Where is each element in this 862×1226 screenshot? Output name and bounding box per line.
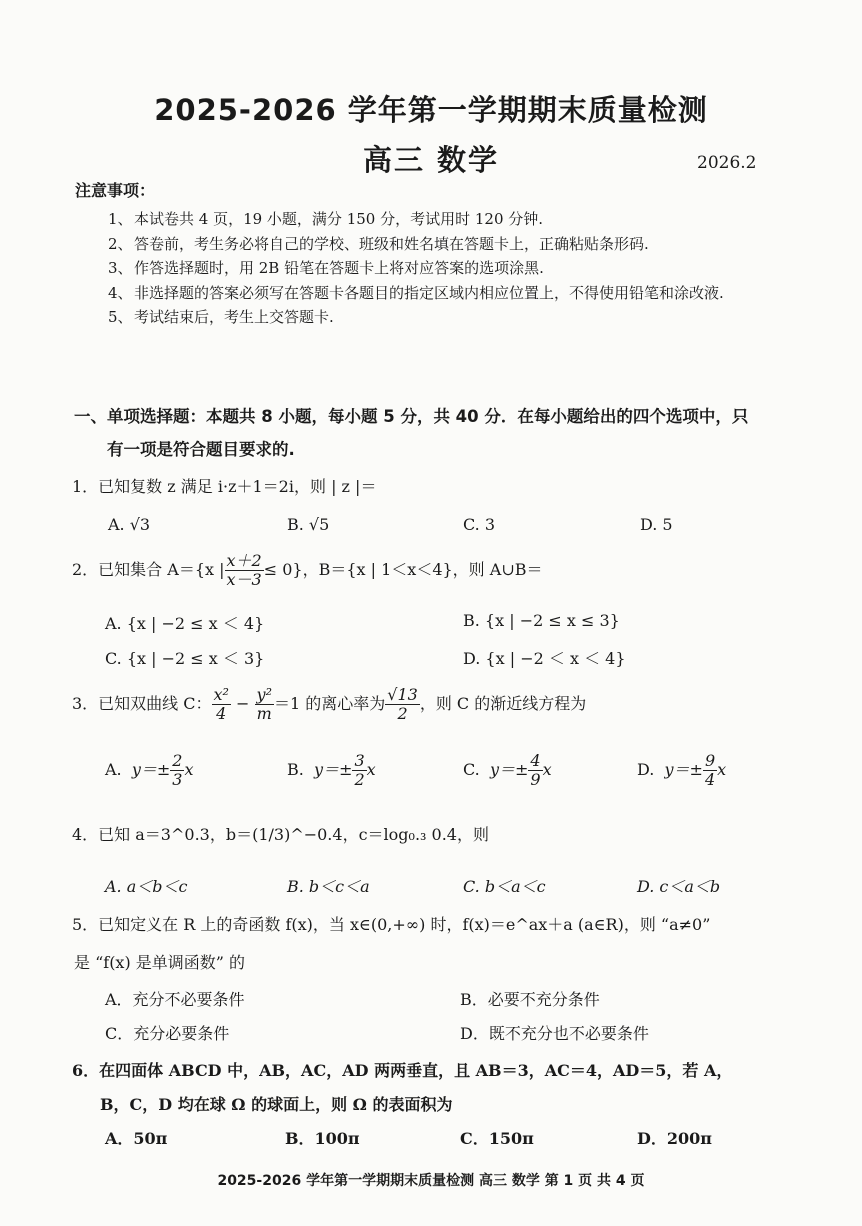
notice-item bbox=[108, 232, 788, 257]
q2-option-b: B. {x | −2 ≤ x ≤ 3} bbox=[463, 611, 620, 630]
q3-option-a bbox=[105, 752, 193, 789]
q3-suffix: ，则 C 的渐近线方程为 bbox=[419, 694, 587, 713]
q4-option-a: A. a＜b＜c bbox=[105, 877, 188, 896]
q3-opt-den: 9 bbox=[530, 770, 541, 789]
q5-option-b: B．必要不充分条件 bbox=[460, 990, 600, 1009]
question-6-line1: 6．在四面体 ABCD 中，AB，AC，AD 两两垂直，且 AB＝3，AC＝4，AD＝5，若 A， bbox=[72, 1061, 733, 1080]
q3-frac-y bbox=[255, 686, 274, 723]
q2-prefix: 2．已知集合 A＝{x | bbox=[72, 560, 225, 579]
question-5-line2: 是 “f(x) 是单调函数” 的 bbox=[74, 953, 246, 972]
q3-mid: ＝1 的离心率为 bbox=[273, 694, 386, 713]
q3-opt-post: x bbox=[184, 760, 194, 779]
q3-opt-num: 9 bbox=[704, 751, 716, 770]
section-heading-line2: 有一项是符合题目要求的. bbox=[107, 440, 295, 459]
q3-frac-e-den: 2 bbox=[397, 704, 408, 723]
q3-opt-frac bbox=[703, 752, 717, 789]
exam-subject: 高三 数学 bbox=[362, 143, 500, 177]
q3-opt-pre: y＝± bbox=[489, 760, 529, 779]
q3-opt-label: A. bbox=[105, 760, 122, 779]
q3-frac-x-den: 4 bbox=[216, 704, 227, 723]
question-1-stem: 1．已知复数 z 满足 i·z＋1＝2i，则 | z |＝ bbox=[72, 477, 377, 496]
q6-option-a: A．50π bbox=[105, 1129, 168, 1148]
notice-item-text: 非选择题的答案必须写在答题卡各题目的指定区域内相应位置上，不得使用铅笔和涂改液. bbox=[134, 283, 724, 302]
section-heading-line1: 一、单项选择题：本题共 8 小题，每小题 5 分，共 40 分．在每小题给出的四个选项中，只 bbox=[74, 407, 749, 426]
notice-item-text: 作答选择题时，用 2B 铅笔在答题卡上将对应答案的选项涂黑. bbox=[134, 259, 544, 277]
q3-opt-label: B. bbox=[287, 760, 304, 779]
q3-opt-pre: y＝± bbox=[131, 760, 171, 779]
notice-item-text: 考试结束后，考生上交答题卡. bbox=[134, 308, 334, 326]
q3-frac-e-num: √13 bbox=[387, 685, 418, 704]
q2-frac-den: x－3 bbox=[226, 570, 262, 589]
section-heading bbox=[74, 400, 786, 466]
q4-option-d: D. c＜a＜b bbox=[637, 877, 721, 896]
question-2-stem bbox=[72, 552, 542, 589]
q5-option-c: C．充分必要条件 bbox=[105, 1024, 230, 1043]
q4-option-b: B. b＜c＜a bbox=[287, 877, 370, 896]
q6-option-c: C．150π bbox=[460, 1129, 534, 1148]
q2-fraction bbox=[225, 552, 264, 589]
notice-item-num: 1、 bbox=[108, 210, 133, 228]
notice-list bbox=[108, 207, 788, 330]
q3-opt-den: 4 bbox=[704, 770, 716, 789]
q3-opt-post: x bbox=[542, 760, 552, 779]
q3-opt-post: x bbox=[717, 760, 727, 779]
q3-prefix: 3．已知双曲线 C： bbox=[72, 694, 212, 713]
q5-option-a: A．充分不必要条件 bbox=[105, 990, 245, 1009]
exam-date: 2026.2 bbox=[697, 153, 757, 173]
q6-option-b: B．100π bbox=[285, 1129, 360, 1148]
exam-title: 2025-2026 学年第一学期期末质量检测 bbox=[154, 93, 708, 127]
q3-opt-pre: y＝± bbox=[664, 760, 703, 779]
q3-option-c bbox=[463, 752, 552, 789]
q2-option-d: D. {x | −2 ＜ x ＜ 4} bbox=[463, 649, 626, 668]
q3-opt-frac bbox=[352, 752, 366, 789]
q3-frac-y-num: y² bbox=[256, 685, 272, 704]
q3-opt-post: x bbox=[366, 760, 376, 779]
q3-opt-num: 4 bbox=[530, 751, 541, 770]
page-footer: 2025-2026 学年第一学期期末质量检测 高三 数学 第 1 页 共 4 页 bbox=[217, 1173, 645, 1189]
question-3-stem: 3．已知双曲线 C： $\frac{\text{x²}}{4}$ − $\frac{\text{y²}}{m}$ ＝1 的离心率为 $\frac{√13}{2}$ ，则 C 的渐近线方程为 bbox=[72, 685, 587, 723]
q2-suffix: ≤ 0}，B＝{x | 1＜x＜4}，则 A∪B＝ bbox=[263, 560, 543, 579]
q3-opt-pre: y＝± bbox=[314, 760, 353, 779]
q3-option-d bbox=[637, 752, 726, 789]
q5-option-d: D．既不充分也不必要条件 bbox=[460, 1024, 649, 1043]
notice-item bbox=[108, 281, 788, 306]
q3-opt-num: 3 bbox=[354, 751, 365, 770]
q2-option-a: A. {x | −2 ≤ x ＜ 4} bbox=[105, 614, 265, 633]
q3-option-b bbox=[287, 752, 376, 789]
q3-opt-den: 2 bbox=[354, 770, 365, 789]
q3-frac-y-den: m bbox=[256, 704, 272, 723]
question-4-stem: 4．已知 a＝3^0.3，b＝(1/3)^−0.4，c＝log₀.₃ 0.4，则 bbox=[72, 825, 489, 844]
notice-item bbox=[108, 256, 788, 281]
q3-frac-x bbox=[212, 686, 231, 723]
notice-heading: 注意事项： bbox=[75, 181, 156, 200]
question-5-line1: 5．已知定义在 R 上的奇函数 f(x)，当 x∈(0,+∞) 时，f(x)＝e^ax＋a (a∈R)，则 “a≠0” bbox=[72, 915, 711, 934]
q3-opt-frac bbox=[170, 752, 184, 789]
q4-option-c: C. b＜a＜c bbox=[463, 877, 546, 896]
q3-opt-num: 2 bbox=[172, 751, 183, 770]
notice-item bbox=[108, 305, 788, 330]
notice-item-num: 2、 bbox=[108, 234, 133, 253]
q6-option-d: D．200π bbox=[637, 1129, 712, 1148]
notice-item-text: 答卷前，考生务必将自己的学校、班级和姓名填在答题卡上，正确粘贴条形码. bbox=[134, 234, 649, 253]
q1-option-b: B. √5 bbox=[287, 515, 330, 534]
q3-frac-e bbox=[385, 686, 420, 723]
q1-option-d: D. 5 bbox=[640, 515, 673, 534]
notice-item-num: 3、 bbox=[108, 259, 133, 277]
notice-item-num: 4、 bbox=[108, 283, 133, 302]
question-6-line2: B，C，D 均在球 Ω 的球面上，则 Ω 的表面积为 bbox=[100, 1095, 453, 1114]
q2-option-c: C. {x | −2 ≤ x ＜ 3} bbox=[105, 649, 265, 668]
q3-opt-label: C. bbox=[463, 760, 480, 779]
q3-opt-den: 3 bbox=[172, 770, 183, 789]
q3-opt-frac bbox=[528, 752, 542, 789]
notice-item bbox=[108, 207, 788, 232]
q1-option-a: A. √3 bbox=[108, 515, 151, 534]
notice-item-num: 5、 bbox=[108, 308, 133, 326]
q1-option-c: C. 3 bbox=[463, 515, 496, 534]
notice-item-text: 本试卷共 4 页，19 小题，满分 150 分，考试用时 120 分钟. bbox=[134, 210, 544, 228]
q3-frac-x-num: x² bbox=[213, 685, 229, 704]
q2-frac-num: x＋2 bbox=[226, 551, 262, 570]
q3-opt-label: D. bbox=[637, 760, 655, 779]
